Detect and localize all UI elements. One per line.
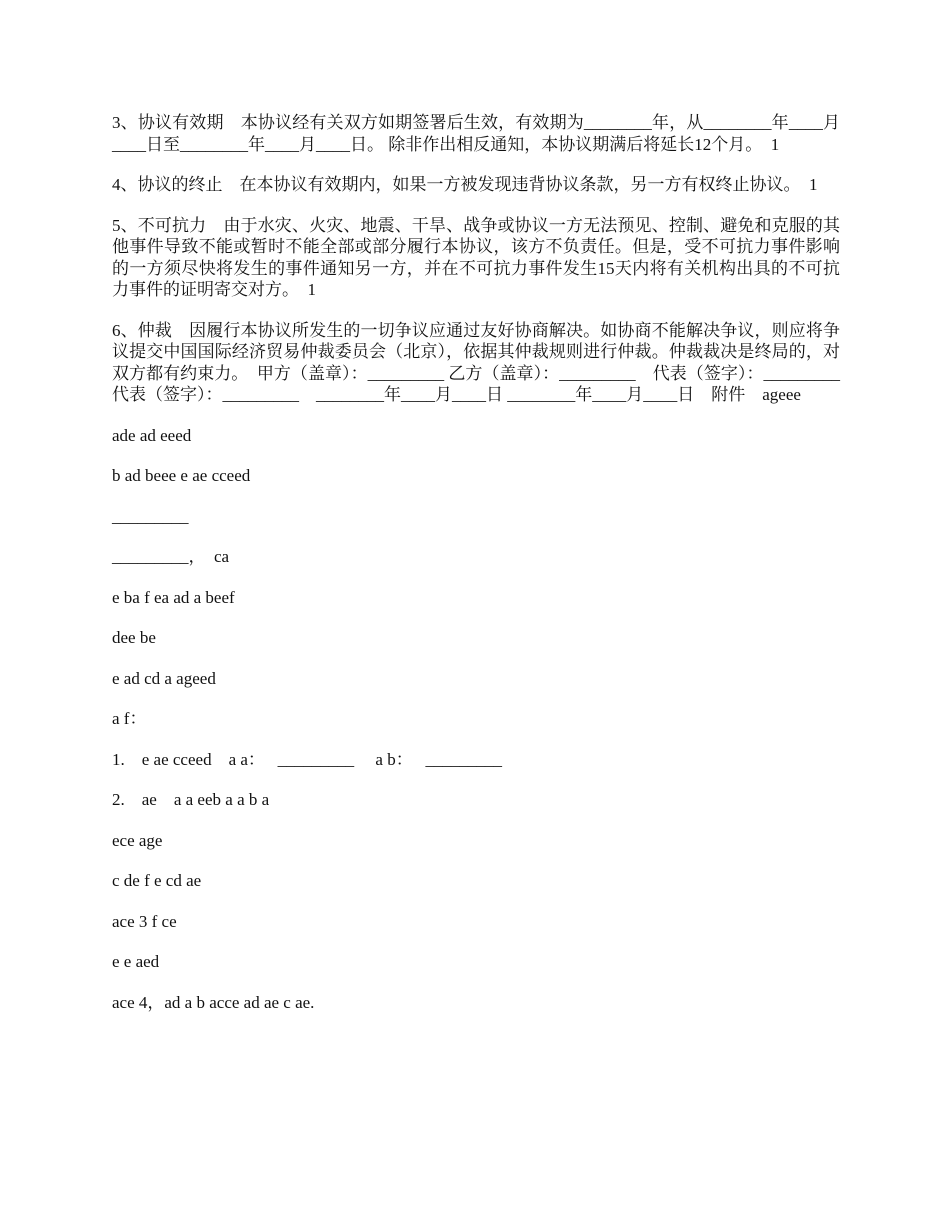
- clause-validity: 3、协议有效期 本协议经有关双方如期签署后生效，有效期为________年，从________年____月____日至________年____月____日。 除非作出相反通知，本协议期满后将延长12个月。 1: [112, 113, 840, 154]
- clause-arbitration: 6、仲裁 因履行本协议所发生的一切争议应通过友好协商解决。如协商不能解决争议，则应将争议提交中国国际经济贸易仲裁委员会（北京），依据其仲裁规则进行仲裁。仲裁裁决是终局的，对双方都有约束力。 甲方（盖章）：_________ 乙方（盖章）：_________ 代表（签字）：_________ 代表（签字）：_________ ________年____月____日 ________年____月____日 附件 ageee: [112, 320, 840, 404]
- text-line: ace 4，ad a b acce ad ae c ae.: [112, 992, 315, 1012]
- clause-termination: 4、协议的终止 在本协议有效期内，如果一方被发现违背协议条款，另一方有权终止协议。 1: [112, 175, 818, 194]
- text-line: e e aed: [112, 952, 160, 971]
- text-line: dee be: [112, 628, 156, 647]
- text-line: b ad beee e ae cceed: [112, 466, 251, 485]
- text-line: a f：: [112, 709, 147, 728]
- text-line: _________， ca: [112, 547, 230, 566]
- text-line: ace 3 f ce: [112, 911, 177, 931]
- text-line: ade ad eeed: [112, 425, 192, 445]
- blank-line: _________: [112, 506, 189, 526]
- clause-force-majeure: 5、不可抗力 由于水灾、火灾、地震、干旱、战争或协议一方无法预见、控制、避免和克服的其他事件导致不能或暂时不能全部或部分履行本协议，该方不负责任。但是，受不可抗力事件影响的一方须尽快将发生的事件通知另一方，并在不可抗力事件发生15天内将有关机构出具的不可抗力事件的证明寄交对方。 1: [112, 215, 840, 299]
- text-line: ece age: [112, 830, 163, 850]
- document-page: [112, 112, 840, 1032]
- text-line: c de f e cd ae: [112, 871, 202, 890]
- list-item: 1. e ae cceed a a： _________ a b： _________: [112, 749, 502, 769]
- list-item: 2. ae a a eeb a a b a: [112, 790, 270, 809]
- text-line: e ad cd a ageed: [112, 668, 216, 688]
- text-line: e ba f ea ad a beef: [112, 587, 235, 607]
